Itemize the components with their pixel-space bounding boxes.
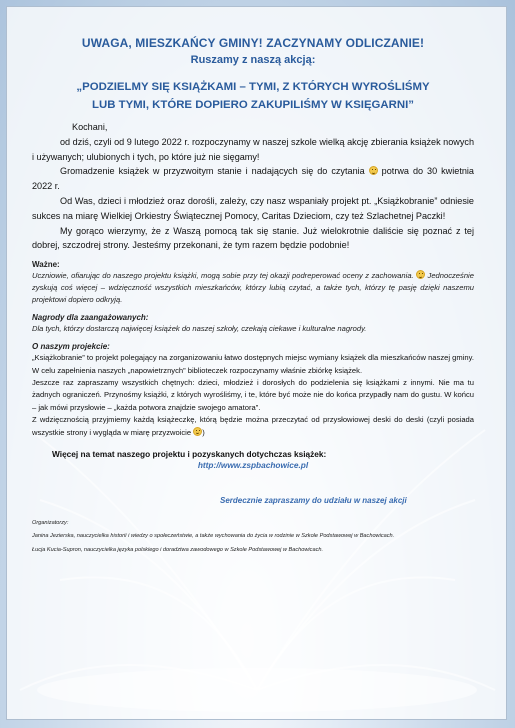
letter-body (32, 120, 474, 253)
smiley-icon (416, 270, 425, 279)
nagrody-text: Dla tych, którzy dostarczą najwięcej książek do naszej szkoły, czekają ciekawe i kulturalne nagrody. (32, 324, 367, 334)
letter-paragraph-2-b: potrwa do 30 kwietnia 2022 r. (32, 166, 474, 192)
slogan-line-1: „PODZIELMY SIĘ KSIĄŻKAMI – TYMI, Z KTÓRYCH WYROŚLIŚMY (76, 81, 430, 93)
organizers-block (32, 519, 474, 554)
projekt-paragraph-1: „Książkobranie” to projekt polegający na zorganizowaniu łatwo dostępnych miejsc wymiany książek dla mieszkańców naszej gminy. W celu zapełnienia naszych „napowietrznych” biblioteczek rozpoczynamy właśnie zbiórkę książek. (32, 353, 474, 375)
wazne-text-b: Jednocześnie zyskują coś więcej – wdzięczność wszystkich mieszkańców, którzy lubią czytać, a także tych, którzy tę pasję dzięki naszemu projektowi dopiero odkryją. (32, 271, 474, 305)
poster-title: UWAGA, MIESZKAŃCY GMINY! ZACZYNAMY ODLICZANIE! (81, 36, 425, 50)
smiley-icon (369, 166, 378, 175)
wazne-text-a: Uczniowie, ofiarując do naszego projektu książki, mogą sobie przy tej okazji podreperować oceny z zachowania. (32, 271, 414, 281)
poster-content (32, 36, 474, 554)
more-info-text: Więcej na temat naszego projektu i pozyskanych dotychczas książek: (52, 449, 327, 460)
organizer-2: Łucja Kucia-Supron, nauczycielka języka polskiego i doradztwa zawodowego w Szkole Podstawowej w Bachowicach. (32, 547, 324, 554)
projekt-paragraph-2: Jeszcze raz zapraszamy wszystkich chętnych: dzieci, młodzież i dorosłych do podzielenia się książkami z innymi. Nie ma tu żadnych ograniczeń. Przynośmy książki, z których wyrośliśmy, i te, które być może nie do końca przypadły nam do gustu. W końcu – jak mówi przysłowie – „każda potwora znajdzie swojego amatora”. (32, 377, 474, 412)
poster-slogan (32, 78, 474, 114)
letter-greeting: Kochani, (72, 122, 108, 132)
website-link[interactable]: http://www.zspbachowice.pl (197, 460, 309, 471)
invitation-text: Serdecznie zapraszamy do udziału w naszej akcji (220, 496, 407, 506)
letter-paragraph-4: My gorąco wierzymy, że z Waszą pomocą tak się stanie. Już wielokrotnie daliście się poznać z tej dobrej, szczodrej strony. Jesteśmy przekonani, że tym razem będzie podobnie! (32, 225, 474, 251)
poster-subtitle: Ruszamy z naszą akcją: (190, 54, 316, 66)
nagrody-heading: Nagrody dla zaangażowanych: (32, 313, 149, 323)
organizer-1: Janina Jezierska, nauczycielka historii i wiedzy o społeczeństwie, a także wychowania do życia w rodzinie w Szkole Podstawowej w Bachowicach. (32, 533, 395, 540)
letter-paragraph-2-a: Gromadzenie książek w przyzwoitym stanie i nadających się do czytania (60, 166, 365, 177)
letter-paragraph-2 (32, 164, 474, 194)
smiley-icon (193, 427, 202, 436)
letter-paragraph-3: Od Was, dzieci i młodzież oraz dorośli, zależy, czy nasz wspaniały projekt pt. „Książkobranie” odniesie sukces na miarę Wielkiej Orkiestry Świątecznej Pomocy, Caritas Dzieciom, czy też Szlachetnej Paczki! (32, 195, 474, 221)
projekt-paragraph-3-b: ) (202, 427, 205, 437)
projekt-heading: O naszym projekcie: (32, 342, 110, 352)
organizers-heading: Organizatorzy: (32, 520, 69, 527)
projekt-paragraph-3-a: Z wdzięcznością przyjmiemy każdą książeczkę, którą będzie można przeczytać od przysłowiowej deski do deski (czyli posiada wszystkie strony i wygląda w miarę przyzwoicie (32, 415, 474, 437)
wazne-heading: Ważne: (32, 260, 60, 270)
slogan-line-2: LUB TYMI, KTÓRE DOPIERO ZAKUPILIŚMY W KSIĘGARNI” (92, 99, 414, 111)
wazne-text (32, 270, 474, 306)
projekt-paragraph-3 (32, 414, 474, 439)
letter-paragraph-1: od dziś, czyli od 9 lutego 2022 r. rozpoczynamy w naszej szkole wielką akcję zbierania książek nowych i używanych; ulubionych i tych, po które już nie sięgamy! (32, 136, 474, 162)
